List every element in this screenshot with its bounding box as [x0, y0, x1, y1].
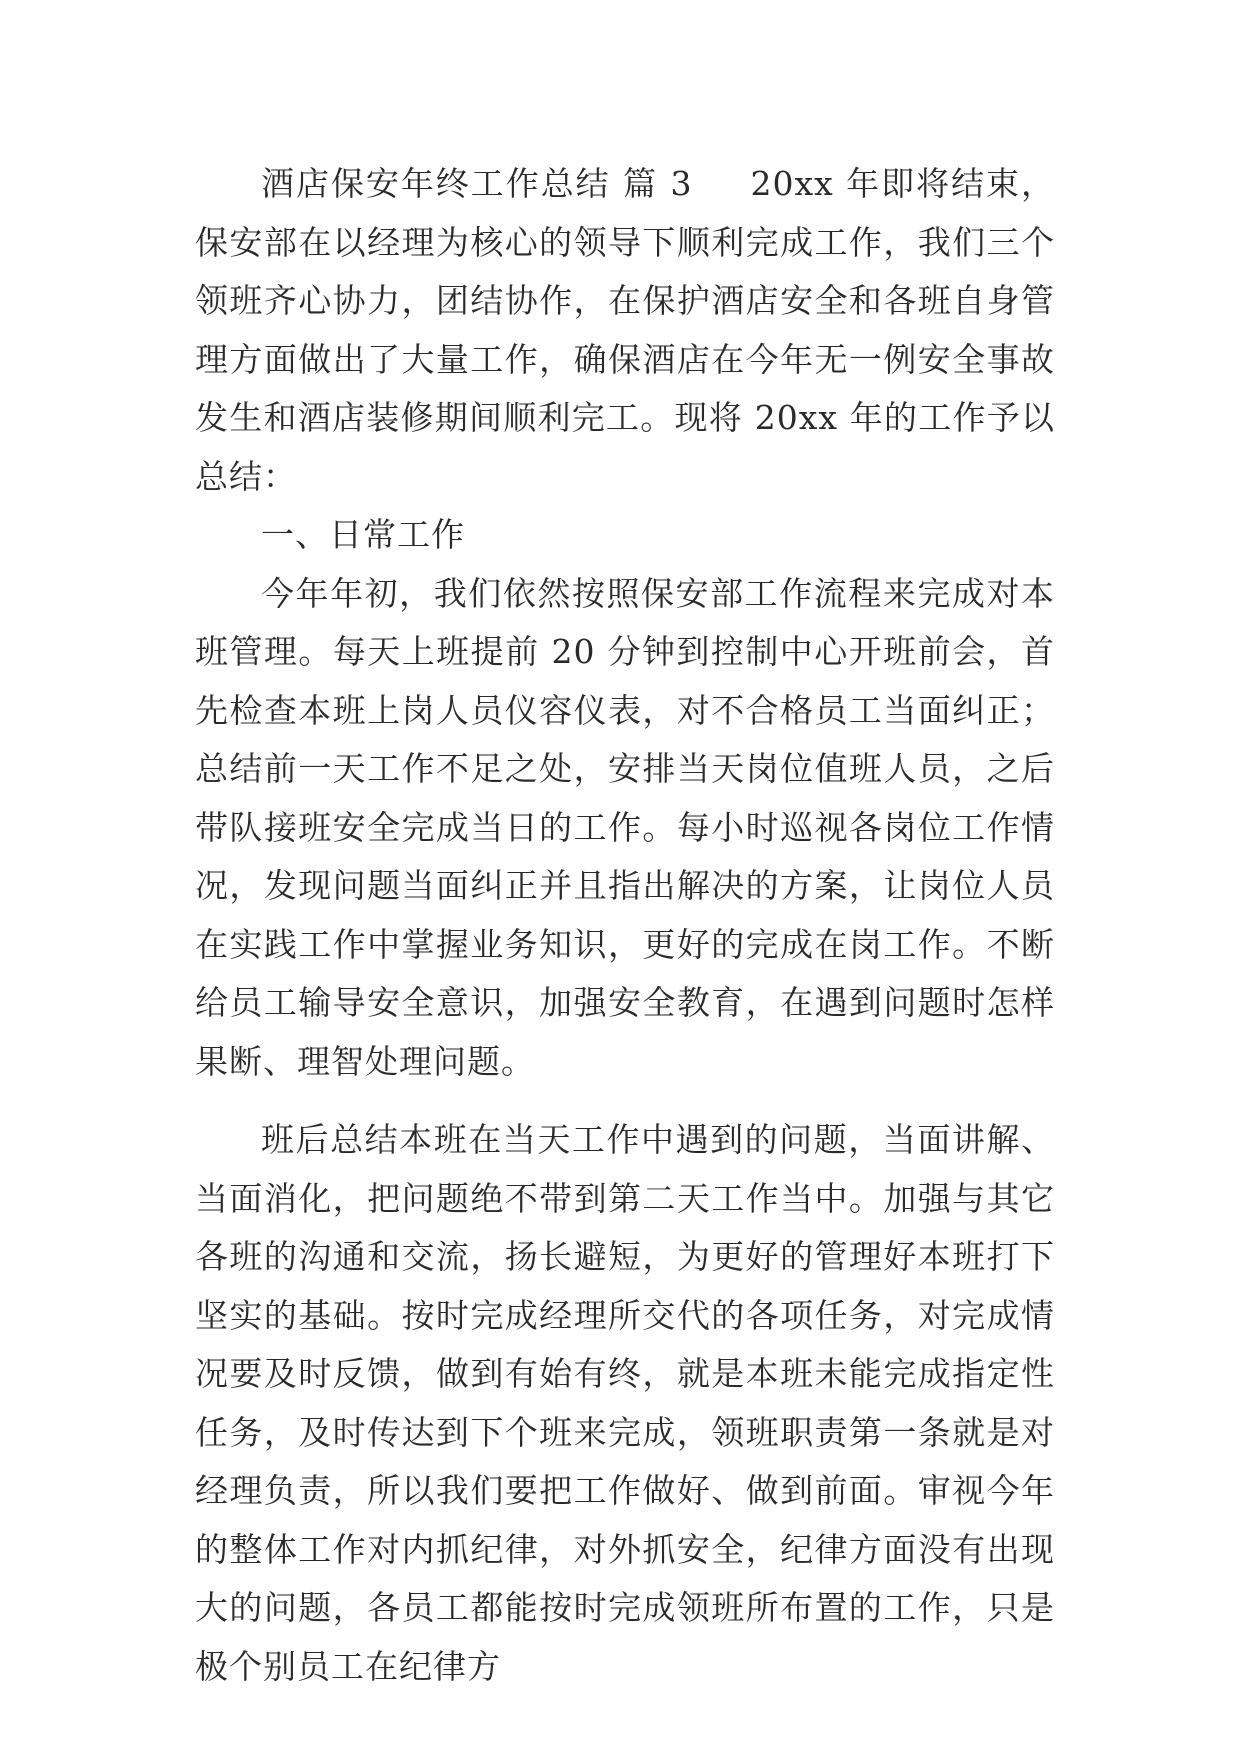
document-title: 酒店保安年终工作总结 篇 3	[261, 164, 693, 203]
body-paragraph-daily-work: 今年年初，我们依然按照保安部工作流程来完成对本班管理。每天上班提前 20 分钟到控制中心开班前会，首先检查本班上岗人员仪容仪表，对不合格员工当面纠正；总结前一天工作不足之处，安排当天岗位值班人员，之后带队接班安全完成当日的工作。每小时巡视各岗位工作情况，发现问题当面纠正并且指出解决的方案，让岗位人员在实践工作中掌握业务知识，更好的完成在岗工作。不断给员工输导安全意识，加强安全教育，在遇到问题时怎样果断、理智处理问题。	[195, 573, 1055, 1081]
body-paragraph-after-shift: 班后总结本班在当天工作中遇到的问题，当面讲解、当面消化，把问题绝不带到第二天工作当中。加强与其它各班的沟通和交流，扬长避短，为更好的管理好本班打下坚实的基础。按时完成经理所交代的各项任务，对完成情况要及时反馈，做到有始有终，就是本班未能完成指定性任务，及时传达到下个班来完成，领班职责第一条就是对经理负责，所以我们要把工作做好、做到前面。审视今年的整体工作对内抓纪律，对外抓安全，纪律方面没有出现大的问题，各员工都能按时完成领班所布置的工作，只是极个别员工在纪律方	[195, 1120, 1055, 1686]
section-heading: 一、日常工作	[261, 515, 465, 554]
intro-paragraph: 20xx 年即将结束，保安部在以经理为核心的领导下顺利完成工作，我们三个领班齐心协力，团结协作，在保护酒店安全和各班自身管理方面做出了大量工作，确保酒店在今年无一例安全事故发生和酒店装修期间顺利完工。现将 20xx 年的工作予以总结：	[195, 164, 1056, 496]
document-body	[195, 155, 1055, 1696]
title-paragraph	[195, 155, 1055, 506]
